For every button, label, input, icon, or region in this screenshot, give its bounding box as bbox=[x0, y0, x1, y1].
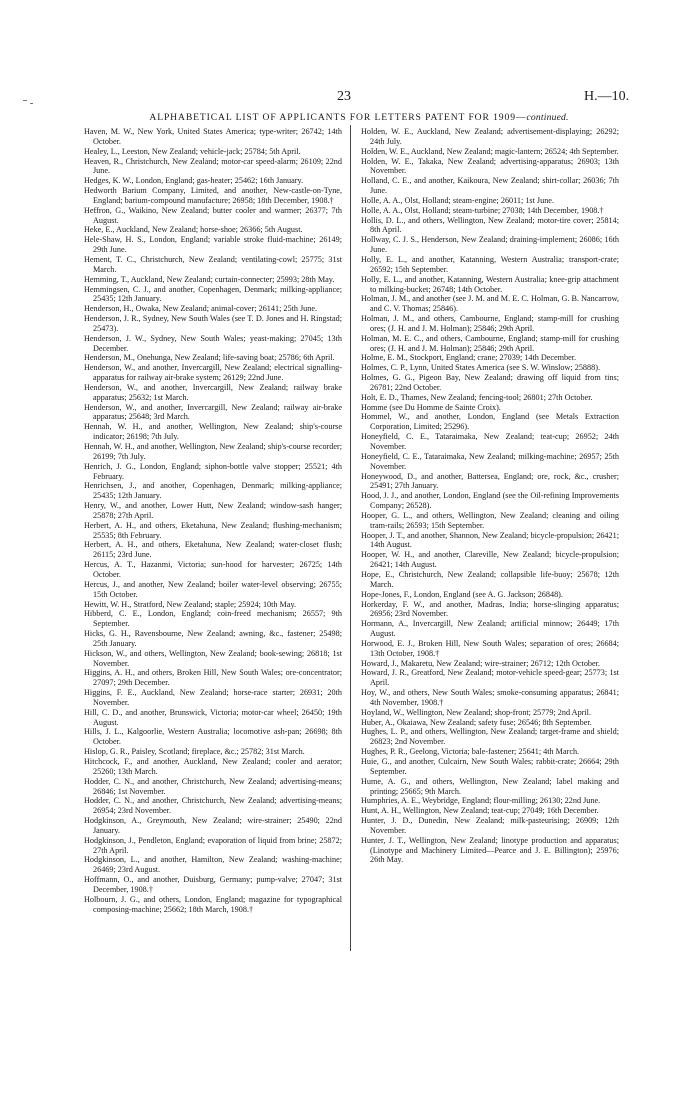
patent-entry: Holbourn, J. G., and others, London, England; magazine for typographical composing-machine; 25662; 18th March, 1908.† bbox=[84, 894, 342, 914]
patent-entry: Hills, J. L., Kalgoorlie, Western Australia; locomotive ash-pan; 26698; 8th October. bbox=[84, 727, 342, 747]
patent-entry: Howard, J., Makaretu, New Zealand; wire-strainer; 26712; 12th October. bbox=[361, 658, 600, 668]
patent-entry: Henry, W., and another, Lower Hutt, New Zealand; window-sash hanger; 25878; 27th April. bbox=[84, 501, 342, 520]
patent-entry: Healey, L., Leeston, New Zealand; vehicle-jack; 25784; 5th April. bbox=[84, 146, 301, 156]
patent-entry: Holme, E. M., Stockport, England; crane; 27039; 14th December. bbox=[361, 353, 577, 363]
patent-entry: Hooper, J. T., and another, Shannon, New Zealand; bicycle-propulsion; 26421; 14th August. bbox=[361, 530, 619, 550]
patent-entry: Hunter, J. D., Dunedin, New Zealand; milk-pasteurising; 26909; 12th November. bbox=[361, 816, 619, 835]
patent-entry: Hement, T. C., Christchurch, New Zealand; ventilating-cowl; 25775; 31st March. bbox=[84, 254, 342, 274]
patent-entry: Holle, A. A., Olst, Holland; steam-engine; 26011; 1st June. bbox=[361, 195, 554, 205]
patent-entry: Hood, J. J., and another, London, England (see the Oil-refining Improvements Company; 26528). bbox=[361, 491, 619, 511]
scan-mark bbox=[23, 100, 27, 101]
patent-entry: Holmes, G. G., Pigeon Bay, New Zealand; drawing off liquid from tins; 26781; 22nd October. bbox=[361, 373, 619, 392]
patent-entry: Hodgkinson, L., and another, Hamilton, New Zealand; washing-machine; 26469; 23rd August. bbox=[84, 855, 342, 875]
patent-entry: Hoy, W., and others, New South Wales; smoke-consuming apparatus; 26841; 4th November, 1908.† bbox=[361, 688, 619, 707]
patent-entry: Holden, W. E., Auckland, New Zealand; magic-lantern; 26524; 4th September. bbox=[361, 146, 619, 156]
patent-entry: Holman, M. E. C., and others, Cambourne, England; stamp-mill for crushing ores; (J. H. and J. M. Holman); 25846; 29th April. bbox=[361, 333, 619, 353]
patent-entry: Heke, E., Auckland, New Zealand; horse-shoe; 26366; 5th August. bbox=[84, 225, 303, 235]
patent-entry: Horwood, E. J., Broken Hill, New South Wales; separation of ores; 26684; 13th October, 1908.† bbox=[361, 638, 619, 658]
patent-entry: Hele-Shaw, H. S., London, England; variable stroke fluid-machine; 26149; 29th June. bbox=[84, 235, 342, 255]
patent-entry: Hoffmann, O., and another, Duisburg, Germany; pump-valve; 27047; 31st December, 1908.† bbox=[84, 875, 342, 894]
title-main: ALPHABETICAL LIST OF APPLICANTS FOR LETTERS PATENT FOR 1909— bbox=[149, 112, 527, 123]
patent-entry: Hewitt, W. H., Stratford, New Zealand; staple; 25924; 10th May. bbox=[84, 599, 297, 609]
patent-entry: Heaven, R., Christchurch, New Zealand; motor-car speed-alarm; 26109; 22nd June. bbox=[84, 156, 342, 176]
patent-entry: Hume, A. G., and others, Wellington, New Zealand; label making and printing; 25665; 9th March. bbox=[361, 776, 619, 796]
patent-entry: Hedworth Barium Company, Limited, and another, New-castle-on-Tyne, England; barium-compound manufacture; 26958; 18th December, 1908.† bbox=[84, 186, 342, 205]
patent-entry: Holman, J. M., and others, Cambourne, England; stamp-mill for crushing ores; (J. H. and J. M. Holman); 25846; 29th April. bbox=[361, 314, 619, 333]
patent-entry: Higgins, A. H., and others, Broken Hill, New South Wales; ore-concentrator; 27097; 29th December. bbox=[84, 668, 342, 688]
patent-entry: Hodgkinson, J., Pendleton, England; evaporation of liquid from brine; 25872; 27th April. bbox=[84, 835, 342, 855]
patent-entry: Henderson, W., and another, Invercargill, New Zealand; electrical signalling-apparatus for railway air-brake system; 26129; 22nd June. bbox=[84, 363, 342, 383]
patent-entry: Hercus, A. T., Hazanmi, Victoria; sun-hood for harvester; 26725; 14th October. bbox=[84, 560, 342, 579]
patent-entry: Holland, C. E., and another, Kaikoura, New Zealand; shirt-collar; 26036; 7th June. bbox=[361, 176, 619, 196]
patent-entry: Hughes, L. P., and others, Wellington, New Zealand; target-frame and shield; 26823; 2nd November. bbox=[361, 727, 619, 747]
patent-entry: Hodder, C. N., and another, Christchurch, New Zealand; advertising-means; 26954; 23rd November. bbox=[84, 796, 342, 816]
patent-entry: Hooper, W. H., and another, Clareville, New Zealand; bicycle-propulsion; 26421; 14th August. bbox=[361, 550, 619, 570]
patent-entry: Henderson, M., Onehunga, New Zealand; life-saving boat; 25786; 6th April. bbox=[84, 353, 335, 363]
patent-entry: Hommel, W., and another, London, England (see Metals Extraction Corporation, Limited; 25296). bbox=[361, 412, 619, 432]
patent-entry: Haven, M. W., New York, United States America; type-writer; 26742; 14th October. bbox=[84, 127, 342, 146]
scan-mark bbox=[30, 103, 33, 104]
patent-entry: Holmes, C. P., Lynn, United States America (see S. W. Winslow; 25888). bbox=[361, 363, 600, 373]
patent-entry: Horkerday, F. W., and another, Madras, India; horse-slinging apparatus; 26956; 23rd November. bbox=[361, 599, 619, 619]
document-reference: H.—10. bbox=[584, 89, 630, 104]
patent-entry: Holly, E. L., and another, Katanning, Western Australia; knee-grip attachment to milking-bucket; 26748; 14th October. bbox=[361, 274, 619, 294]
patent-entry: Henderson, J. R., Sydney, New South Wales (see T. D. Jones and H. Ringstad; 25473). bbox=[84, 314, 342, 333]
patent-entry: Hormann, A., Invercargill, New Zealand; artificial minnow; 26449; 17th August. bbox=[361, 619, 619, 639]
patent-entry: Hennah, W. H., and another, Wellington, New Zealand; ship's-course recorder; 26199; 7th July. bbox=[84, 442, 342, 461]
patent-entry: Hedges, K. W., London, England; gas-heater; 25462; 16th January. bbox=[84, 176, 304, 186]
patent-entry: Hennah, W. H., and another, Wellington, New Zealand; ship's-course indicator; 26198; 7th July. bbox=[84, 422, 342, 442]
patent-entry: Honeywood, D., and another, Battersea, England; ore, rock, &c., crusher; 25491; 27th January. bbox=[361, 471, 619, 491]
patent-entry: Hitchcock, F., and another, Auckland, New Zealand; cooler and aerator; 25260; 13th March. bbox=[84, 757, 342, 776]
patent-entry: Huber, A., Okaiawa, New Zealand; safety fuse; 26546; 8th September. bbox=[361, 717, 592, 727]
patent-entry: Hoyland, W., Wellington, New Zealand; shop-front; 25779; 2nd April. bbox=[361, 707, 592, 717]
patent-entry: Henderson, W., and another, Invercargill, New Zealand; railway air-brake apparatus; 25648; 3rd March. bbox=[84, 402, 342, 422]
patent-entry: Hodder, C. N., and another, Christchurch, New Zealand; advertising-means; 26846; 1st November. bbox=[84, 776, 342, 796]
patent-entry: Holden, W. E., Auckland, New Zealand; advertisement-displaying; 26292; 24th July. bbox=[361, 127, 619, 146]
patent-entry: Holle, A. A., Olst, Holland; steam-turbine; 27038; 14th December, 1908.† bbox=[361, 205, 604, 215]
patent-entry: Hill, C. D., and another, Brunswick, Victoria; motor-car wheel; 26450; 19th August. bbox=[84, 707, 342, 727]
patent-entry: Huie, G., and another, Culcairn, New South Wales; rabbit-crate; 26664; 29th September. bbox=[361, 757, 619, 776]
page-number: 23 bbox=[337, 89, 351, 104]
title-continued: continued. bbox=[526, 112, 569, 123]
patent-entry: Holt, E. D., Thames, New Zealand; fencing-tool; 26801; 27th October. bbox=[361, 392, 593, 402]
patent-entry: Higgins, F. E., Auckland, New Zealand; horse-race starter; 26931; 20th November. bbox=[84, 688, 342, 707]
patent-entry: Honeyfield, C. E., Tataraimaka, New Zealand; milking-machine; 26957; 25th November. bbox=[361, 451, 619, 471]
patent-entry: Hibberd, C. E., London, England; coin-freed mechanism; 26557; 9th September. bbox=[84, 609, 342, 629]
patent-entry: Hemming, T., Auckland, New Zealand; curtain-connecter; 25993; 28th May. bbox=[84, 274, 335, 284]
patent-entry: Herbert, A. H., and others, Eketahuna, New Zealand; flushing-mechanism; 25535; 8th February. bbox=[84, 520, 342, 540]
patent-entry: Hicks, G. H., Ravensbourne, New Zealand; awning, &c., fastener; 25498; 25th January. bbox=[84, 629, 342, 648]
patent-entry: Hunter, J. T., Wellington, New Zealand; linotype production and apparatus; (Linotype and Machinery Limited—Pearce and J. E. Billington); 25976; 26th May. bbox=[361, 835, 619, 865]
patent-entry: Humphries, A. E., Weybridge, England; flour-milling; 26130; 22nd June. bbox=[361, 796, 601, 806]
left-column bbox=[84, 127, 342, 915]
patent-entry: Heffron, G., Waikino, New Zealand; butter cooler and warmer; 26377; 7th August. bbox=[84, 205, 342, 225]
patent-entry: Henderson, H., Owaka, New Zealand; animal-cover; 26141; 25th June. bbox=[84, 304, 318, 314]
patent-entry: Holden, W. E., Takaka, New Zealand; advertising-apparatus; 26903; 13th November. bbox=[361, 156, 619, 176]
patent-entry: Holman, J. M., and another (see J. M. and M. E. C. Holman, G. B. Nancarrow, and C. V. Thomas; 25846). bbox=[361, 294, 619, 314]
patent-entry: Hickson, W., and others, Wellington, New Zealand; book-sewing; 26818; 1st November. bbox=[84, 648, 342, 668]
patent-entry: Hislop, G. R., Paisley, Scotland; fireplace, &c.; 25782; 31st March. bbox=[84, 747, 305, 757]
patent-entry: Hodgkinson, A., Greymouth, New Zealand; wire-strainer; 25490; 22nd January. bbox=[84, 816, 342, 835]
column-divider bbox=[350, 125, 351, 951]
page-title bbox=[84, 112, 634, 123]
patent-entry: Henderson, W., and another, Invercargill, New Zealand; railway brake apparatus; 25632; 1st March. bbox=[84, 382, 342, 402]
patent-entry: Hollway, C. J. S., Henderson, New Zealand; draining-implement; 26086; 16th June. bbox=[361, 235, 619, 255]
patent-entry: Hemmingsen, C. J., and another, Copenhagen, Denmark; milking-appliance; 25435; 12th January. bbox=[84, 284, 342, 304]
patent-entry: Herbert, A. H., and others, Eketahuna, New Zealand; water-closet flush; 26115; 23rd June. bbox=[84, 540, 342, 560]
patent-entry: Hooper, G. L., and others, Wellington, New Zealand; cleaning and oiling tram-rails; 26593; 15th September. bbox=[361, 510, 619, 530]
patent-entry: Hercus, J., and another, New Zealand; boiler water-level observing; 26755; 15th October. bbox=[84, 579, 342, 599]
patent-entry: Honeyfield, C. E., Tataraimaka, New Zealand; teat-cup; 26952; 24th November. bbox=[361, 432, 619, 451]
patent-entry: Homme (see Du Homme de Sainte Croix). bbox=[361, 402, 501, 412]
right-column bbox=[361, 127, 619, 865]
patent-entry: Hope, E., Christchurch, New Zealand; collapsible life-buoy; 25678; 12th March. bbox=[361, 569, 619, 589]
patent-entry: Hollis, D. L., and others, Wellington, New Zealand; motor-tire cover; 25814; 8th April. bbox=[361, 215, 619, 235]
patent-entry: Henderson, J. W., Sydney, New South Wales; yeast-making; 27045; 13th December. bbox=[84, 333, 342, 353]
patent-entry: Howard, J. R., Greatford, New Zealand; motor-vehicle speed-gear; 25773; 1st April. bbox=[361, 668, 619, 688]
patent-entry: Holly, E. L., and another, Katanning, Western Australia; transport-crate; 26592; 15th September. bbox=[361, 254, 619, 274]
patent-entry: Hughes, P. R., Geelong, Victoria; bale-fastener; 25641; 4th March. bbox=[361, 747, 580, 757]
patent-entry: Henrich, J. G., London, England; siphon-bottle valve stopper; 25521; 4th February. bbox=[84, 461, 342, 481]
patent-entry: Henrichsen, J., and another, Copenhagen, Denmark; milking-appliance; 25435; 12th January. bbox=[84, 481, 342, 501]
patent-entry: Hunt, A. H., Wellington, New Zealand; teat-cup; 27049; 16th December. bbox=[361, 806, 599, 816]
patent-entry: Hope-Jones, F., London, England (see A. G. Jackson; 26848). bbox=[361, 589, 563, 599]
